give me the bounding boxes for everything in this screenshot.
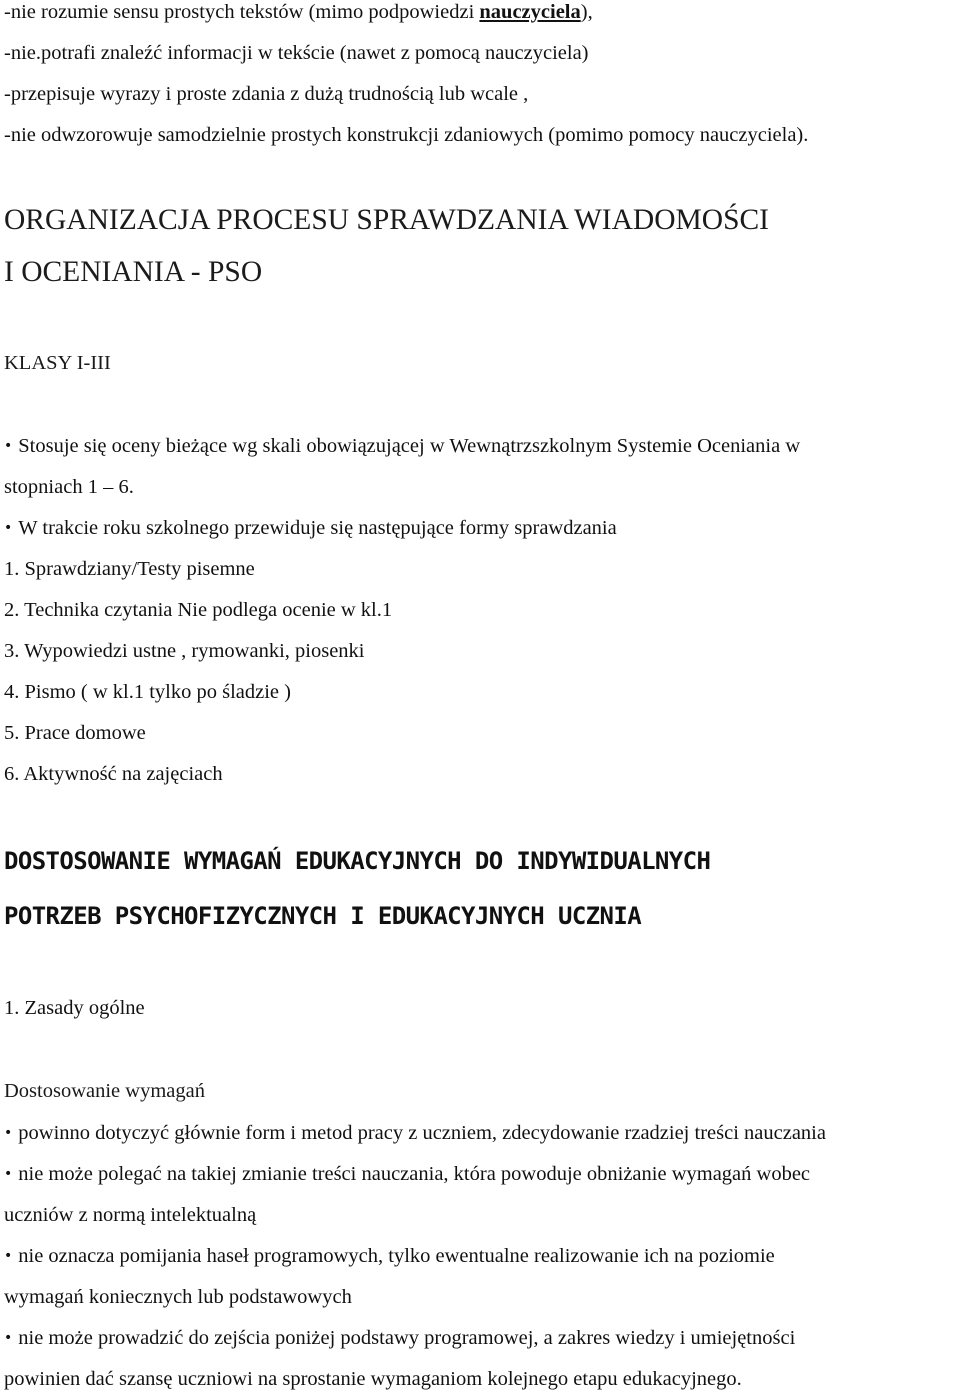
bullet-icon: • [4, 1125, 13, 1141]
classes-label: KLASY I-III [4, 352, 111, 374]
form-item: 6. Aktywność na zajęciach [4, 763, 223, 785]
rule-bullet-4-line-1 [4, 1326, 795, 1350]
section2-title-line-2: POTRZEB PSYCHOFIZYCZNYCH I EDUKACYJNYCH UCZNIA [4, 902, 642, 930]
rule-bullet-1-text: powinno dotyczyć głównie form i metod pracy z uczniem, zdecydowanie rzadziej treści nauczania [18, 1122, 826, 1144]
section1-title-line-2: I OCENIANIA - PSO [4, 256, 263, 288]
rule-bullet-2-line-2: uczniów z normą intelektualną [4, 1204, 257, 1226]
bullet-icon: • [4, 1248, 13, 1264]
intro-line-1-end: ), [580, 1, 593, 23]
rule-bullet-3-text: nie oznacza pomijania haseł programowych, tylko ewentualne realizowanie ich na poziomie [18, 1245, 775, 1267]
rule-bullet-2-line-1 [4, 1162, 810, 1186]
rule-bullet-4-text: nie może prowadzić do zejścia poniżej podstawy programowej, a zakres wiedzy i umiejętności [18, 1327, 796, 1349]
intro-line-1 [4, 0, 593, 24]
bullet-icon: • [4, 520, 13, 536]
form-item: 2. Technika czytania Nie podlega ocenie w kl.1 [4, 599, 393, 621]
rule-bullet-3-line-1 [4, 1244, 775, 1268]
intro-line-2: -nie.potrafi znaleźć informacji w tekście (nawet z pomocą nauczyciela) [4, 42, 589, 64]
form-item: 3. Wypowiedzi ustne , rymowanki, piosenki [4, 640, 365, 662]
bullet-1-text: Stosuje się oceny bieżące wg skali obowiązującej w Wewnątrzszkolnym Systemie Oceniania w [18, 435, 801, 457]
form-item: 4. Pismo ( w kl.1 tylko po śladzie ) [4, 681, 291, 703]
rule-bullet-4-line-2: powinien dać szansę uczniowi na sprostanie wymaganiom kolejnego etapu edukacyjnego. [4, 1368, 742, 1390]
form-item: 5. Prace domowe [4, 722, 146, 744]
bullet-1-line-2: stopniach 1 – 6. [4, 476, 134, 498]
bullet-2 [4, 516, 617, 540]
rule-bullet-3-line-2: wymagań koniecznych lub podstawowych [4, 1286, 352, 1308]
subsection-title: 1. Zasady ogólne [4, 997, 145, 1019]
section1-title-line-1: ORGANIZACJA PROCESU SPRAWDZANIA WIADOMOŚCI [4, 204, 769, 236]
underlined-word: nauczyciela [479, 1, 581, 23]
lead-text: Dostosowanie wymagań [4, 1080, 205, 1102]
form-item: 1. Sprawdziany/Testy pisemne [4, 558, 255, 580]
section2-title-line-1: DOSTOSOWANIE WYMAGAŃ EDUKACYJNYCH DO INDYWIDUALNYCH [4, 847, 711, 875]
intro-line-4: -nie odwzorowuje samodzielnie prostych konstrukcji zdaniowych (pomimo pomocy nauczyciela). [4, 124, 809, 146]
rule-bullet-2-text: nie może polegać na takiej zmianie treści nauczania, która powoduje obniżanie wymagań wobec [18, 1163, 811, 1185]
intro-line-1-text: -nie rozumie sensu prostych tekstów (mimo podpowiedzi [4, 1, 480, 23]
bullet-icon: • [4, 438, 13, 454]
bullet-icon: • [4, 1330, 13, 1346]
intro-line-3: -przepisuje wyrazy i proste zdania z dużą trudnością lub wcale , [4, 83, 529, 105]
bullet-icon: • [4, 1166, 13, 1182]
rule-bullet-1 [4, 1121, 826, 1145]
bullet-1-line-1 [4, 434, 800, 458]
bullet-2-text: W trakcie roku szkolnego przewiduje się następujące formy sprawdzania [18, 517, 617, 539]
